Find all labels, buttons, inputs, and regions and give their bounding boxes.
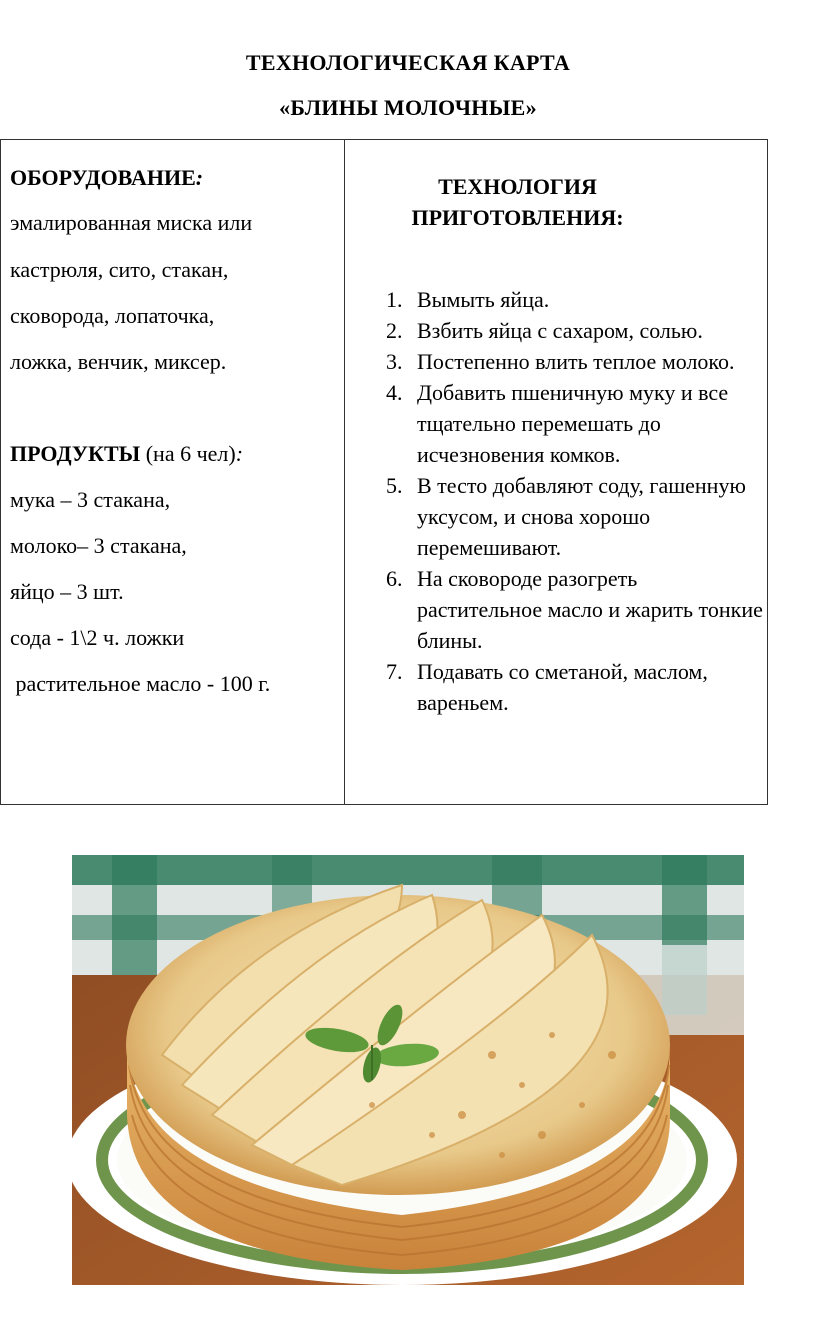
step-number: 5.: [386, 473, 403, 498]
step-item: [345, 656, 765, 718]
step-number: 4.: [386, 380, 403, 405]
step-number: 3.: [386, 349, 403, 374]
step-item: [345, 563, 765, 656]
step-text: В тесто добавляют соду, гашенную уксусом, и снова хорошо перемешивают.: [417, 473, 746, 560]
product-item: растительное масло - 100 г.: [10, 671, 271, 696]
step-number: 2.: [386, 318, 403, 343]
technology-heading-line1: ТЕХНОЛОГИЯ: [438, 174, 597, 199]
products-heading-text: ПРОДУКТЫ: [10, 441, 141, 466]
equipment-heading-colon: :: [195, 165, 204, 190]
recipe-table: [0, 139, 768, 805]
step-text: Постепенно влить теплое молоко.: [417, 349, 735, 374]
steps-list: [345, 284, 765, 718]
step-number: 1.: [386, 287, 403, 312]
document-title: ТЕХНОЛОГИЧЕСКАЯ КАРТА: [245, 50, 571, 75]
step-number: 6.: [386, 566, 403, 591]
equipment-line: эмалированная миска или: [10, 210, 253, 235]
products-heading-note: (на 6 чел): [140, 441, 236, 466]
step-text: Вымыть яйца.: [417, 287, 550, 312]
equipment-line: сковорода, лопаточка,: [10, 303, 215, 328]
equipment-heading-text: ОБОРУДОВАНИЕ: [10, 165, 196, 190]
product-item: мука – 3 стакана,: [10, 487, 171, 512]
product-item: молоко– 3 стакана,: [10, 533, 187, 558]
product-item: яйцо – 3 шт.: [10, 579, 124, 604]
step-text: Взбить яйца с сахаром, солью.: [417, 318, 703, 343]
step-item: [345, 315, 765, 346]
products-heading: [10, 441, 243, 467]
pancakes-photo: [72, 855, 744, 1285]
equipment-line: кастрюля, сито, стакан,: [10, 257, 229, 282]
step-text: Подавать со сметаной, маслом, вареньем.: [417, 659, 708, 715]
step-text: Добавить пшеничную муку и все тщательно перемешать до исчезновения комков.: [417, 380, 729, 467]
equipment-heading: [10, 165, 203, 191]
product-item: сода - 1\2 ч. ложки: [10, 625, 185, 650]
technology-heading-line2: ПРИГОТОВЛЕНИЯ:: [411, 205, 624, 230]
products-heading-colon: :: [235, 441, 244, 466]
equipment-line: ложка, венчик, миксер.: [10, 349, 227, 374]
pancakes-illustration: [72, 855, 744, 1285]
step-item: [345, 377, 765, 470]
step-item: [345, 470, 765, 563]
document-subtitle: «БЛИНЫ МОЛОЧНЫЕ»: [279, 95, 537, 120]
step-item: [345, 346, 765, 377]
step-item: [345, 284, 765, 315]
step-text: На сковороде разогреть растительное масло и жарить тонкие блины.: [417, 566, 763, 653]
step-number: 7.: [386, 659, 403, 684]
